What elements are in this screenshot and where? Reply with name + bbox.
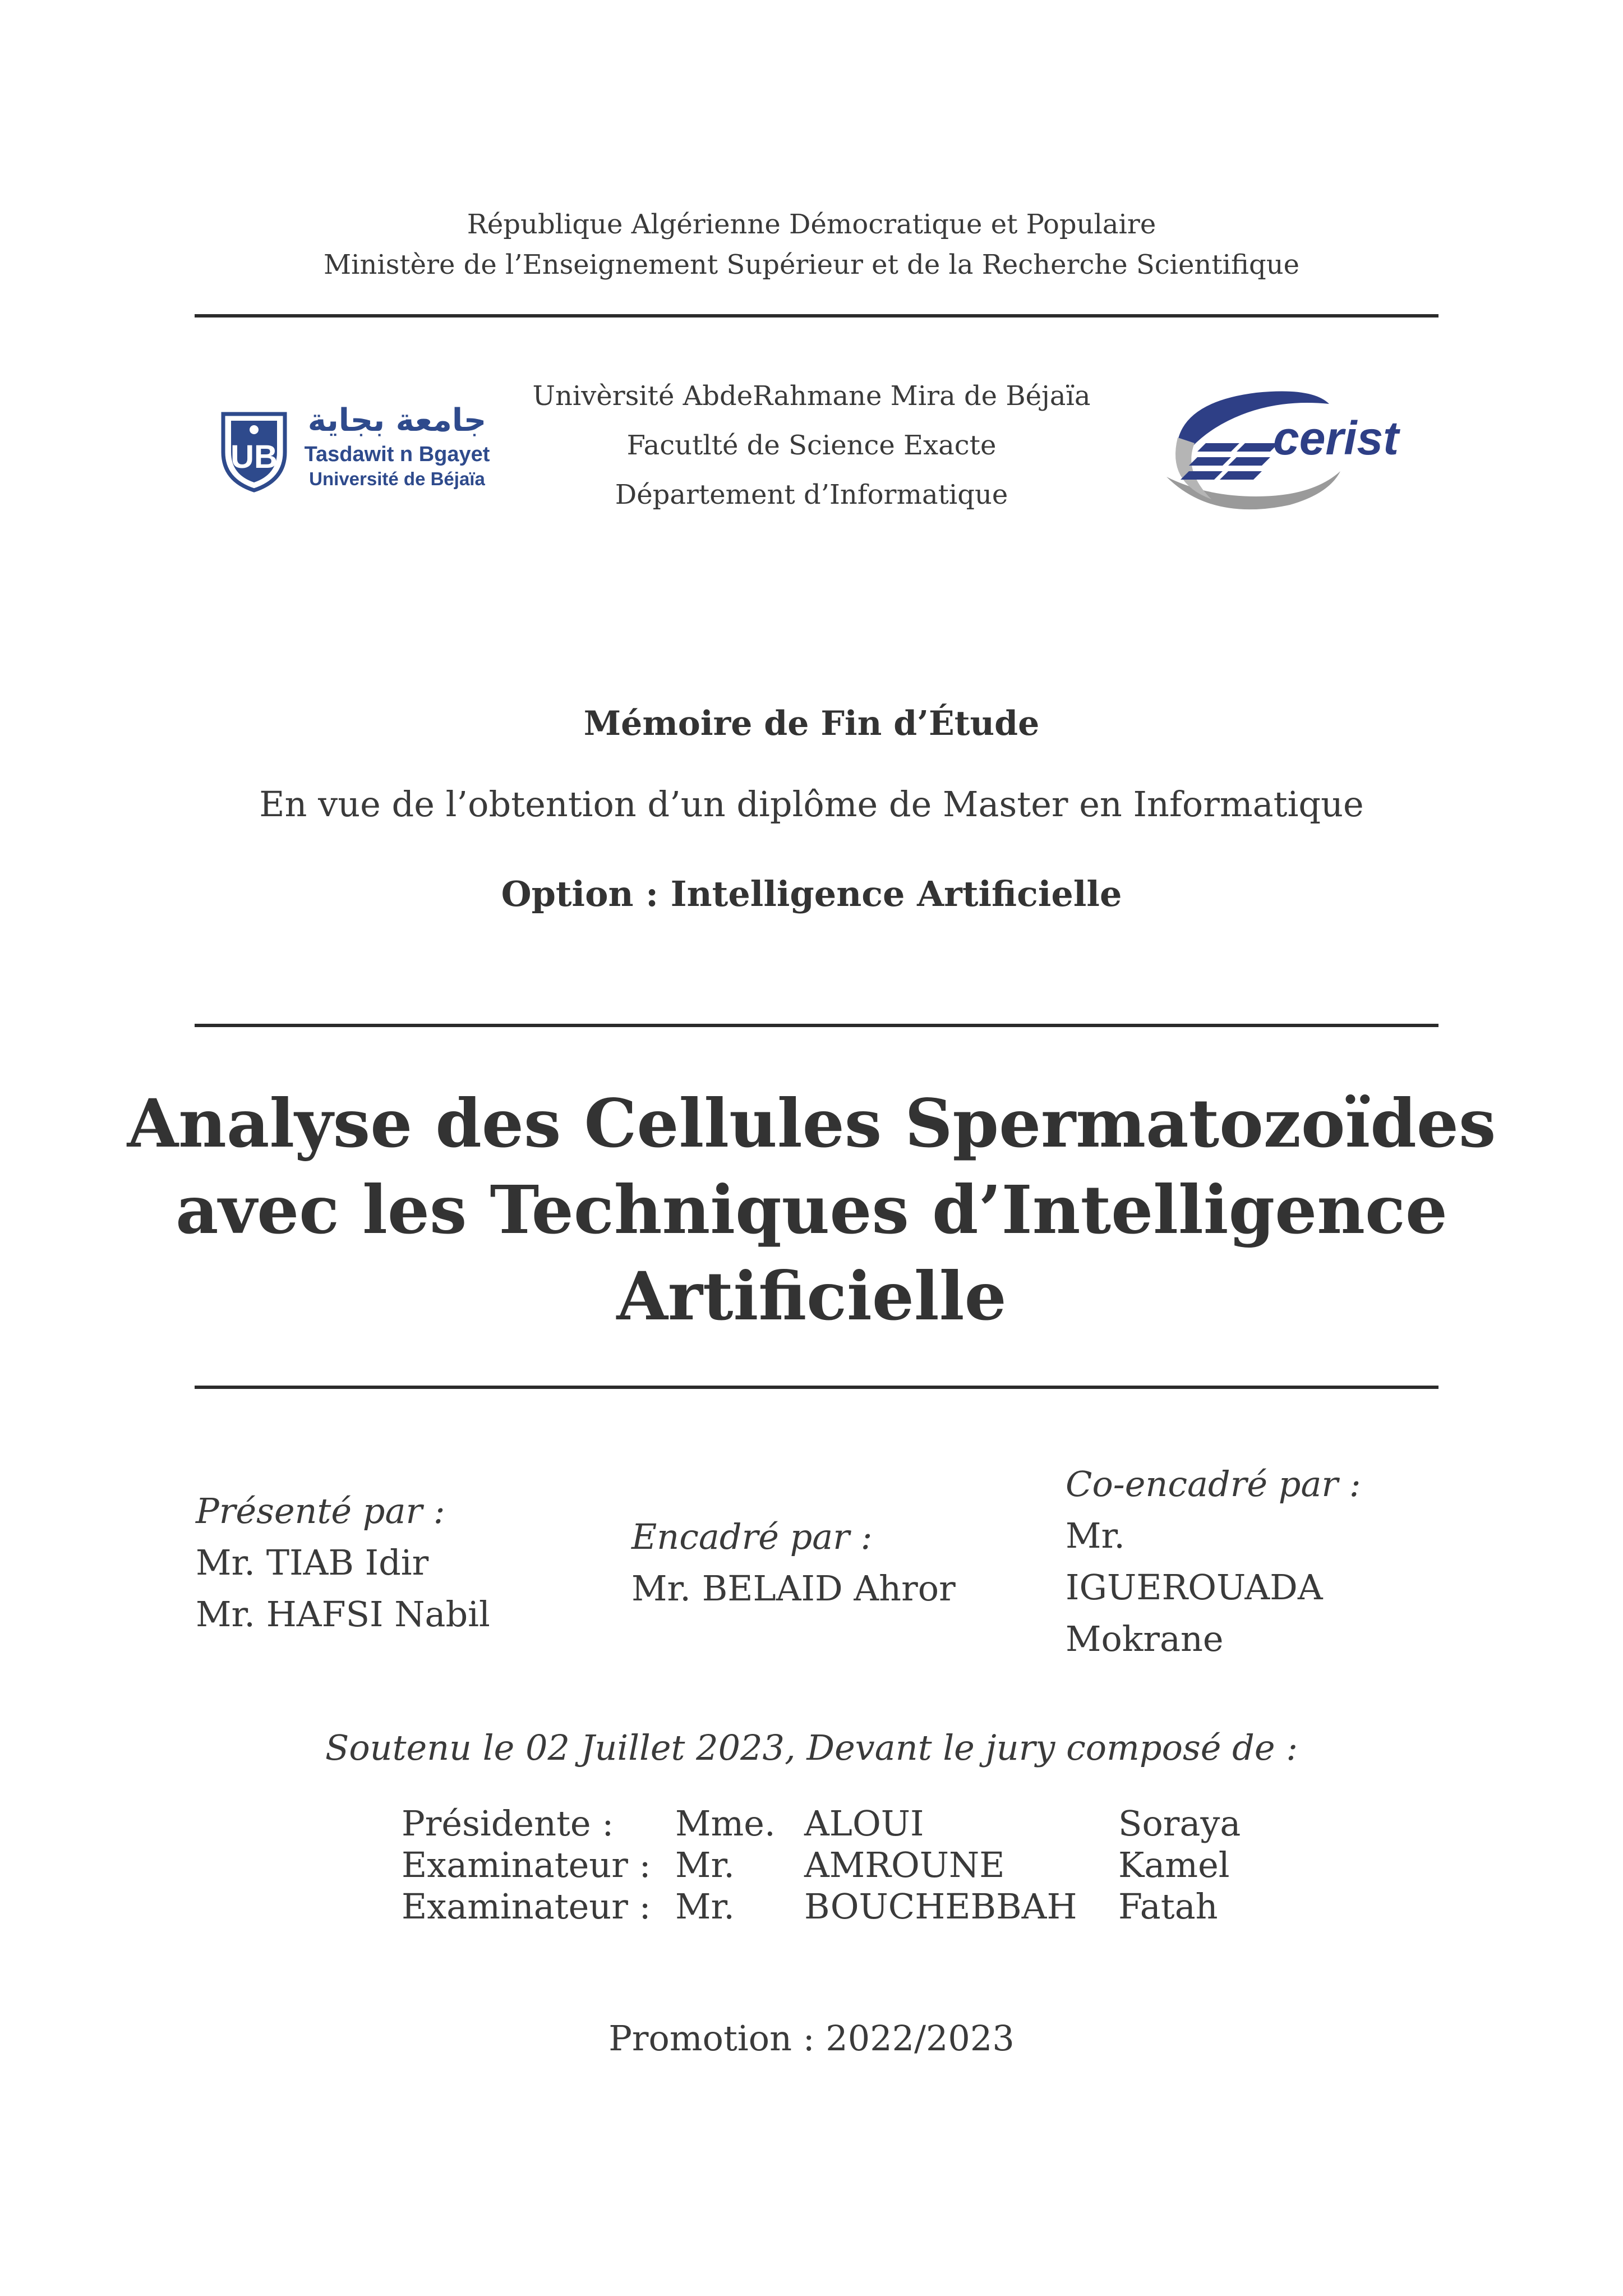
logo-tamazight-name: Tasdawit n Bgayet — [304, 443, 490, 466]
thesis-title-line-3: Artificielle — [616, 1257, 1007, 1335]
defense-statement: Soutenu le 02 Juillet 2023, Devant le jury composé de : — [325, 1727, 1298, 1768]
title-bottom-rule — [195, 1386, 1438, 1389]
promotion-year: Promotion : 2022/2023 — [608, 2018, 1015, 2059]
co-supervisor-name-line: Mr. — [1066, 1515, 1126, 1556]
cerist-emblem-icon — [1144, 381, 1430, 516]
memoire-purpose: En vue de l’obtention d’un diplôme de Master en Informatique — [259, 784, 1364, 825]
memoire-label: Mémoire de Fin d’Étude — [583, 704, 1040, 743]
emblem-letters: UB — [230, 439, 278, 475]
supervisor-label: Encadré par : — [631, 1516, 873, 1557]
country-header — [0, 204, 1623, 285]
memoire-option: Option : Intelligence Artificielle — [501, 873, 1122, 914]
presented-by-label: Présenté par : — [196, 1490, 445, 1531]
jury-title: Mr. — [675, 1886, 735, 1927]
jury-first-name: Soraya — [1118, 1803, 1241, 1844]
republic-line: République Algérienne Démocratique et Populaire — [467, 209, 1156, 240]
jury-first-name: Fatah — [1118, 1886, 1218, 1927]
jury-title: Mme. — [675, 1803, 776, 1844]
thesis-title-line-2: avec les Techniques d’Intelligence — [176, 1171, 1447, 1249]
cerist-wordmark: cerist — [1273, 412, 1399, 464]
logo-arabic-name: جامعة بجاية — [307, 402, 487, 439]
jury-last-name: BOUCHEBBAH — [804, 1886, 1077, 1927]
jury-role: Examinateur : — [402, 1886, 651, 1927]
university-name: Univèrsité AbdeRahmane Mira de Béjaïa — [532, 380, 1091, 412]
student-name: Mr. TIAB Idir — [196, 1542, 429, 1583]
cerist-logo — [1144, 381, 1430, 516]
thesis-title-line-1: Analyse des Cellules Spermatozoïdes — [127, 1084, 1496, 1162]
supervisor-name: Mr. BELAID Ahror — [631, 1568, 956, 1609]
co-supervisor-block — [1066, 1458, 1361, 1665]
faculty-name: Facutlté de Science Exacte — [626, 430, 997, 461]
co-supervisor-name-line: IGUEROUADA — [1066, 1567, 1323, 1608]
logo-french-name: Université de Béjaïa — [309, 468, 485, 489]
top-rule — [195, 314, 1438, 318]
ministry-line: Ministère de l’Enseignement Supérieur et de la Recherche Scientifique — [323, 249, 1300, 280]
jury-last-name: AMROUNE — [804, 1844, 1005, 1885]
co-supervisor-label: Co-encadré par : — [1066, 1464, 1361, 1504]
jury-title: Mr. — [675, 1844, 735, 1885]
jury-first-name: Kamel — [1118, 1844, 1230, 1885]
jury-last-name: ALOUI — [804, 1803, 924, 1844]
supervisor-block — [631, 1511, 956, 1614]
department-name: Département d’Informatique — [615, 479, 1008, 510]
jury-role: Examinateur : — [402, 1844, 651, 1885]
thesis-title — [0, 1080, 1623, 1340]
jury-table — [0, 1803, 1623, 1938]
title-top-rule — [195, 1024, 1438, 1027]
co-supervisor-name-line: Mokrane — [1066, 1618, 1224, 1659]
jury-role: Présidente : — [402, 1803, 614, 1844]
presented-by-block — [196, 1485, 490, 1640]
student-name: Mr. HAFSI Nabil — [196, 1594, 490, 1635]
